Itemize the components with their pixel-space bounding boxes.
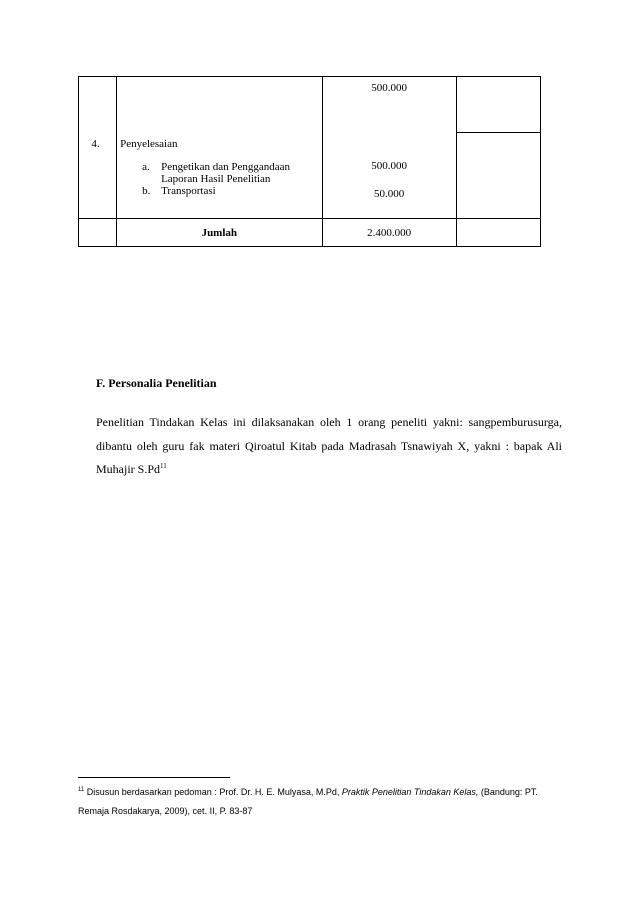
- footnote: [78, 783, 568, 821]
- table-cell: [322, 133, 456, 219]
- list-item: [117, 185, 321, 197]
- total-amount: 2.400.000: [322, 219, 456, 247]
- sub-item-list: [117, 161, 321, 197]
- total-label: Jumlah: [117, 219, 322, 247]
- footnote-text: (Bandung: PT. Remaja Rosdakarya, 2009), cet. II, P. 83-87: [78, 787, 538, 816]
- table-row: [79, 77, 541, 133]
- table-cell: [79, 219, 117, 247]
- table-cell: [117, 133, 322, 219]
- footnote-reference: 11: [160, 462, 167, 470]
- table-row: [79, 133, 541, 219]
- list-item-text: Pengetikan dan Penggandaan Laporan Hasil Penelitian: [161, 160, 290, 185]
- row-number: 4.: [91, 137, 100, 150]
- table-cell: [456, 133, 540, 219]
- list-marker: a.: [142, 160, 150, 173]
- footnote-book-title: Praktik Penelitian Tindakan Kelas,: [341, 787, 479, 797]
- budget-table: [78, 76, 541, 247]
- footnote-number: 11: [78, 787, 85, 793]
- table-cell: [322, 77, 456, 133]
- amount-value: 50.000: [374, 187, 405, 200]
- table-cell: [79, 133, 117, 219]
- footnote-text: Disusun berdasarkan pedoman : Prof. Dr. H. E. Mulyasa, M.Pd,: [84, 787, 342, 797]
- paragraph-text: Penelitian Tindakan Kelas ini dilaksanakan oleh 1 orang peneliti yakni: sangpemburusurga, dibantu oleh guru fak materi Qiroatul Kitab pada Madrasah Tsnawiyah X, yakni : bapak Ali Muhajir S.Pd: [96, 415, 562, 476]
- amount-value: 500.000: [371, 159, 408, 172]
- table-cell: [79, 77, 117, 133]
- table-cell: [456, 219, 540, 247]
- row-title: Penyelesaian: [120, 137, 178, 150]
- footnote-divider: [78, 777, 230, 778]
- table-cell: [456, 77, 540, 133]
- section-paragraph: [96, 411, 562, 482]
- personalia-section: [96, 376, 562, 482]
- table-row: [79, 219, 541, 247]
- list-item: [117, 161, 321, 185]
- list-item-text: Transportasi: [161, 184, 216, 197]
- amount-value: 500.000: [371, 82, 408, 94]
- section-heading: F. Personalia Penelitian: [96, 376, 217, 390]
- table-cell: [117, 77, 322, 133]
- list-marker: b.: [142, 184, 151, 197]
